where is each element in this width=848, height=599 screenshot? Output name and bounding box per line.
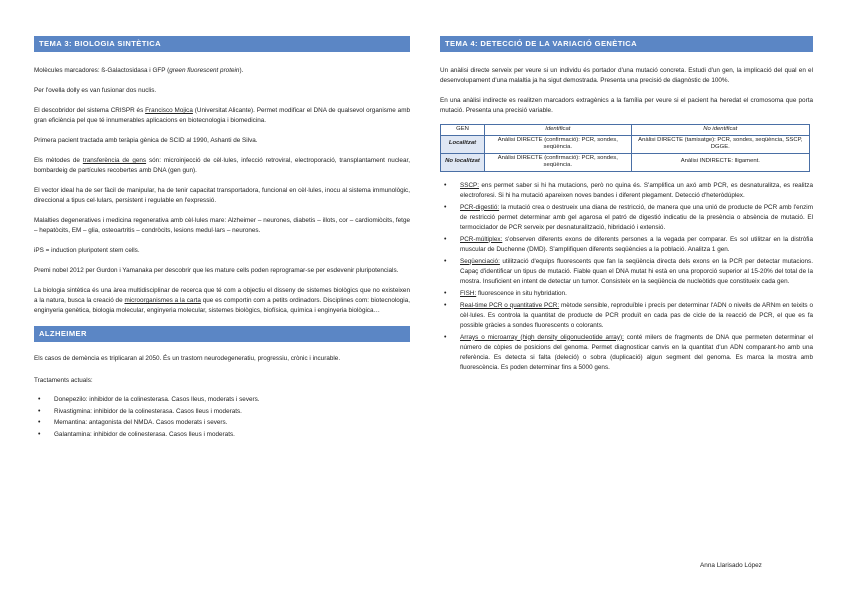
list-item: • Memantina: antagonista del NMDA. Casos moderats i severs.	[34, 417, 410, 429]
section-heading-tema4: TEMA 4: DETECCIÓ DE LA VARIACIÓ GENÈTICA	[440, 36, 813, 52]
paragraph-dementia: Els casos de demència es triplicaran al 2050. És un trastorn neurodegeneratiu, progressiu, crònic i incurable.	[34, 355, 341, 362]
list-item: • Donepezilo: inhibidor de la colinesterasa. Casos lleus, moderats i severs.	[34, 394, 410, 406]
table-row-label: Localitzat	[441, 135, 485, 153]
list-item: • PCR-múltiplex: s'observen diferents exons de diferents persones a la vegada per comparar. Es sol utilitzar en la distròfia muscular de Duchenne (DMD). S'amplifiquen diferents seqüències a la població. Analitza 1 gen.	[440, 235, 813, 255]
paragraph-indirect-analysis: En una anàlisi indirecte es realitzen marcadors extragènics a la família per veure si el pacient ha heredat el cromosoma que porta mutació. Presenta una precisió variable.	[440, 97, 813, 114]
table-row	[441, 153, 810, 171]
link-mojica[interactable]: Francisco Mojica	[145, 107, 193, 114]
term-microarray: Arrays o microarray (high density oligonucleotide array):	[460, 333, 624, 341]
table-header: GEN	[441, 125, 485, 136]
list-item: • FISH: fluorescence in situ hybridation.	[440, 289, 813, 299]
term-pcr-digestion: PCR-digestió:	[460, 203, 500, 211]
term-fish: FISH:	[460, 289, 477, 297]
section-heading-tema3: TEMA 3: BIOLOGIA SINTÈTICA	[34, 36, 410, 52]
table-row	[441, 135, 810, 153]
table-header: No identificat	[631, 125, 809, 136]
technique-list	[440, 181, 813, 373]
paragraph-scid: Primera pacient tractada amb teràpia gènica de SCID al 1990, Ashanti de Silva.	[34, 137, 258, 144]
paragraph-markers: Molècules marcadores: ß-Galactosidasa i GFP (green fluorescent protein).	[34, 67, 244, 74]
term-sscp: SSCP:	[460, 181, 480, 189]
table-header-row	[441, 125, 810, 136]
paragraph-dolly: Per l'ovella dolly es van fusionar dos nuclis.	[34, 87, 157, 94]
table-cell: Anàlisi DIRECTE (tamisatge): PCR, sondes, seqüència, SSCP, DGGE.	[631, 135, 809, 153]
table-cell: Anàlisi DIRECTE (confirmació): PCR, sondes, seqüència.	[485, 135, 632, 153]
list-item: • Galantamina: inhibidor de colinesterasa. Casos lleus i moderats.	[34, 429, 410, 441]
paragraph-nobel: Premi nobel 2012 per Gurdon i Yamanaka per descobrir que les mature cells poden reprogramar-se per esdevenir pluripotencials.	[34, 267, 399, 274]
list-item: • Rivastigmina: inhibidor de la colinesterasa. Casos lleus i moderats.	[34, 406, 410, 418]
paragraph-gene-transfer: Els mètodes de transferència de gens són: microinjecció de cèl·lules, infecció retroviral, electroporació, transplantament nuclear, bombardeig de partícules recobertes amb DNA (gen gun).	[34, 157, 410, 174]
paragraph-stem-cells: Malalties degeneratives i medicina regenerativa amb cèl·lules mare: Alzheimer – neurones, diabetis – illots, cor – cardiomiòcits, fetge – hepatòcits, EM – glia, osteoartritis – condròcits, lesions medul·lars – neurones.	[34, 217, 410, 234]
link-microorganisms[interactable]: microorganismes a la carta	[124, 297, 201, 304]
table-header: Identificat	[485, 125, 632, 136]
author-name: Anna Llarisado López	[700, 562, 762, 569]
term-qpcr: Real-time PCR o quantitative PCR:	[460, 301, 560, 309]
section-heading-alzheimer: ALZHEIMER	[34, 326, 410, 342]
list-item: • Arrays o microarray (high density oligonucleotide array): conté milers de fragments de DNA que permeten determinar el número de còpies de posicions del genoma. Permet diagnosticar canvis en la quantitat d'un ADN comparant-ho amb una referència. Es detecta si falta (deleció) o sobra (duplicació) algun segment del genoma. Es marca la mostra amb fluorescència. Es poden determinar fins a 5000 gens.	[440, 333, 813, 373]
paragraph-synthetic-biology: La biologia sintètica és una àrea multidisciplinar de recerca que té com a objectiu el disseny de sistemes biològics que no existeixen a la natura, busca la creació de microorganismes a la carta que es comportin com a petits ordinadors. Disciplines com: biotecnologia, enginyeria genètica, biologia molecular, enginyeria molecular, sistemes biològics, biofísica, química i enginyeria biològica…	[34, 287, 411, 314]
link-gene-transfer[interactable]: transferència de gens	[82, 157, 147, 164]
analysis-table	[440, 124, 810, 172]
table-cell: Anàlisi INDIRECTE: lligament.	[631, 153, 809, 171]
paragraph-crispr: El descobridor del sistema CRISPR és Francisco Mojica (Universitat Alicante). Permet modificar el DNA de qualsevol organisme amb gran eficiència pel que té innumerables aplicacions en biotecnologia i biomedicina.	[34, 107, 410, 124]
list-item: • Real-time PCR o quantitative PCR: mètode sensible, reproduïble i precís per determinar l'ADN o nivells de ARNm en teixits o cèl·lules. Es controla la quantitat de producte de PCR produït en cada pas de cicle de la reacció de PCR, el que es fa possible gràcies a sondes fluorescents o colorants.	[440, 301, 813, 331]
left-column	[34, 36, 410, 440]
table-cell: Anàlisi DIRECTE (confirmació): PCR, sondes, seqüència.	[485, 153, 632, 171]
term-sequencing: Seqüenciació:	[460, 257, 500, 265]
list-item: • Seqüenciació: utilització d'equips fluorescents que fan la seqüència directa dels exons en la PCR per detectar mutacions. Capaç d'identificar un tipus de mutació. Fiable quan el DNA mutat hi està en una proporció superior al 15-20% del total de la mostra. Insuficient en intent de detectar un tumor. Consisteix en la seqüència de nucleòtids que constitueix cada gen.	[440, 257, 813, 287]
right-column	[440, 36, 813, 373]
table-row-label: No localitzat	[441, 153, 485, 171]
paragraph-direct-analysis: Un anàlisi directe serveix per veure si un individu és portador d'una mutació concreta. Estudi d'un gen, la implicació del qual en el desenvolupament d'una malaltia ja ha sigut demostrada. Presenta una precisió de diagnòstic de 100%.	[440, 67, 813, 84]
list-item: • SSCP: ens permet saber si hi ha mutacions, però no quina és. S'amplifica un axó amb PCR, es desnaturalitza, es realitza electroforesi. Si hi ha mutació apareixen noves bandes i diferent plegament. Detecció d'heteròdúplex.	[440, 181, 813, 201]
paragraph-ips: iPS = induction pluripotent stem cells.	[34, 247, 140, 254]
list-item: • PCR-digestió: la mutació crea o destrueix una diana de restricció, de manera que una unió de producte de PCR amb l'enzim de restricció permet determinar amb gel agarosa el patró de digestió indicatiu de la presència o absència de mutació. El termociclador de PCR serveix per desnaturalització, hibridació i extensió.	[440, 203, 813, 233]
paragraph-treatments-title: Tractaments actuals:	[34, 377, 93, 384]
term-pcr-multiplex: PCR-múltiplex:	[460, 235, 503, 243]
paragraph-vector: El vector ideal ha de ser fàcil de manipular, ha de tenir capacitat transportadora, funcional en cèl·lules, inocu al sistema immunològic, direccional a tipus cel·lulars, persistent i regulable en l'expressió.	[34, 187, 410, 204]
treatment-list	[34, 394, 410, 440]
